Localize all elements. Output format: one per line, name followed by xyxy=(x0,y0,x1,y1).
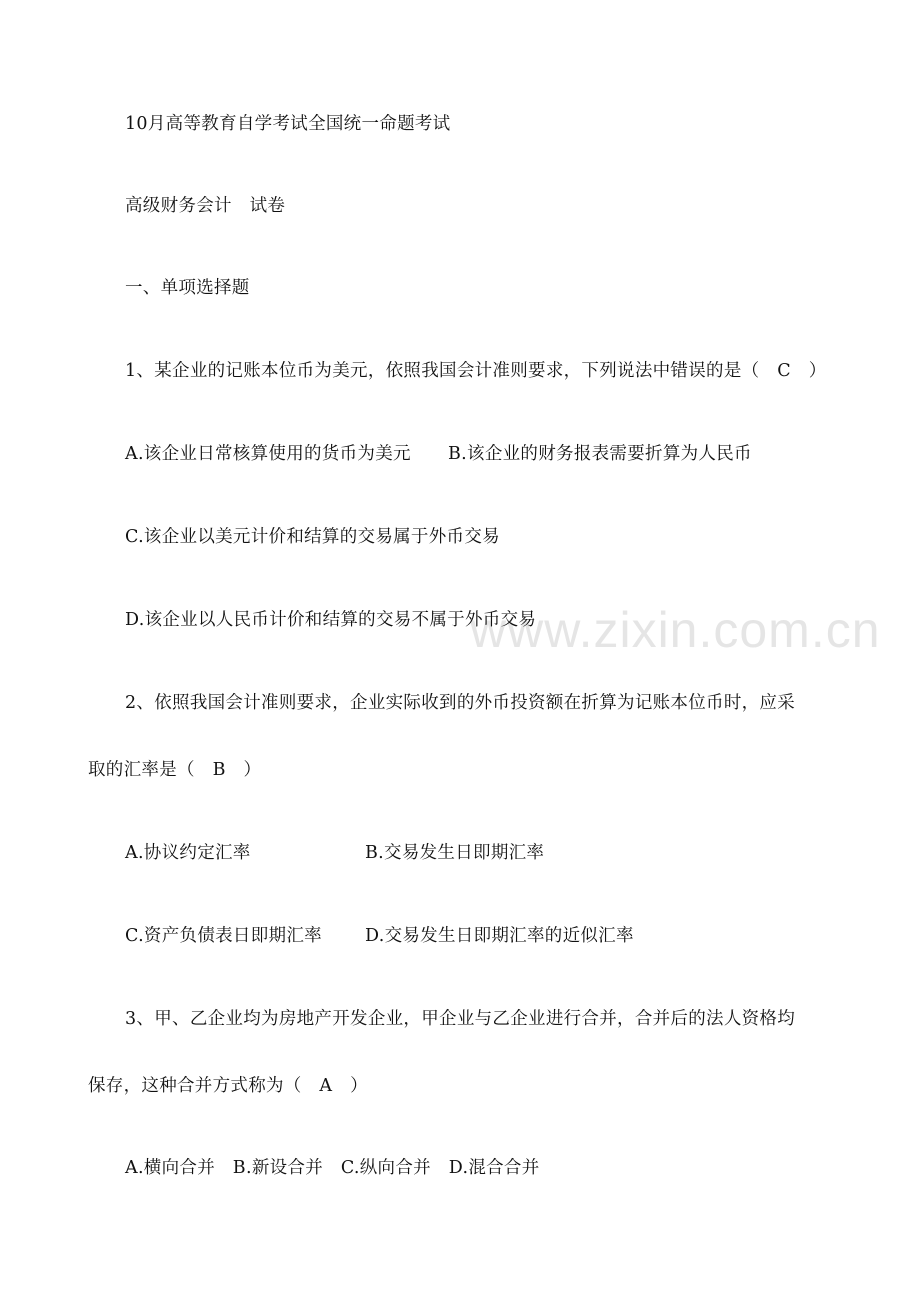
exam-subtitle: 高级财务会计 试卷 xyxy=(125,196,286,216)
question-3-options: A.横向合并 B.新设合并 C.纵向合并 D.混合合并 xyxy=(125,1158,540,1178)
question-1-option-b: B.该企业的财务报表需要折算为人民币 xyxy=(448,444,752,464)
question-1-option-d: D.该企业以人民币计价和结算的交易不属于外币交易 xyxy=(125,610,537,630)
question-2-option-c: C.资产负债表日即期汇率 xyxy=(125,926,322,946)
question-1-stem: 1、某企业的记账本位币为美元，依照我国会计准则要求，下列说法中错误的是（ C ） xyxy=(125,361,827,381)
question-2-stem-line1: 2、依照我国会计准则要求，企业实际收到的外币投资额在折算为记账本位币时，应采 xyxy=(125,693,796,713)
question-3-stem-line2: 保存，这种合并方式称为（ A ） xyxy=(88,1076,368,1096)
question-2-option-a: A.协议约定汇率 xyxy=(125,843,251,863)
exam-title: 10月高等教育自学考试全国统一命题考试 xyxy=(125,114,451,134)
question-3-stem-line1: 3、甲、乙企业均为房地产开发企业，甲企业与乙企业进行合并，合并后的法人资格均 xyxy=(125,1009,796,1029)
question-2-option-d: D.交易发生日即期汇率的近似汇率 xyxy=(365,926,634,946)
question-2-option-b: B.交易发生日即期汇率 xyxy=(365,843,545,863)
question-1-option-c: C.该企业以美元计价和结算的交易属于外币交易 xyxy=(125,527,500,547)
section-heading: 一、单项选择题 xyxy=(125,278,250,298)
watermark: www.zixin.com.cn xyxy=(470,602,881,658)
question-1-option-a: A.该企业日常核算使用的货币为美元 xyxy=(125,444,411,464)
question-2-stem-line2: 取的汇率是（ B ） xyxy=(88,760,262,780)
